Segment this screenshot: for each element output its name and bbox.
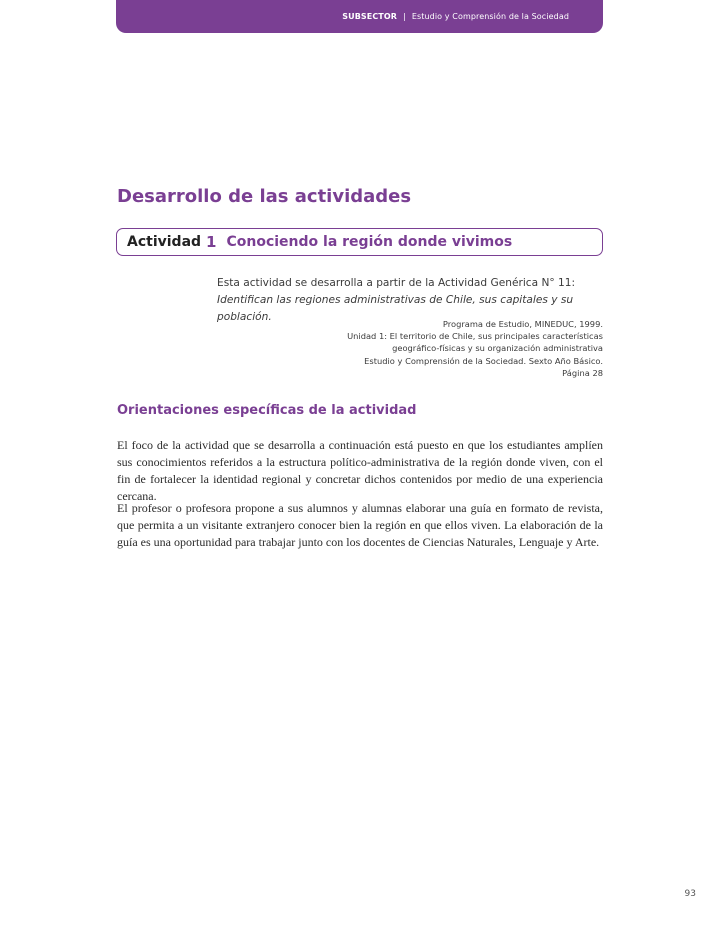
subheading: Orientaciones específicas de la actividad <box>117 403 417 418</box>
citation-line: Unidad 1: El territorio de Chile, sus principales características <box>347 331 603 342</box>
subsector-label: SUBSECTOR <box>342 12 398 21</box>
subject-name: Estudio y Comprensión de la Sociedad <box>411 12 569 21</box>
activity-title: Conociendo la región donde vivimos <box>226 234 513 250</box>
activity-header-box <box>116 228 603 256</box>
citation-line: Página 28 <box>562 367 603 378</box>
intro-italic-text: Identifican las regiones administrativas de Chile, sus capitales y su población. <box>217 294 574 323</box>
header-separator: | <box>403 12 406 21</box>
citation-line: Programa de Estudio, MINEDUC, 1999. <box>442 319 603 329</box>
page-number: 93 <box>684 889 696 899</box>
activity-label: Actividad <box>127 234 202 250</box>
header-band <box>116 0 603 33</box>
citation-line: Estudio y Comprensión de la Sociedad. Sexto Año Básico. <box>364 355 603 366</box>
body-paragraph: El foco de la actividad que se desarrolla a continuación está puesto en que los estudiantes amplíen sus conocimientos referidos a la estructura político-administrativa de la región donde viven, con el fin de fortalecer la identidad regional y concretar dichos contenidos por medio de una experiencia cercana. <box>117 438 603 503</box>
citation-line: geográfico-físicas y su organización administrativa <box>392 343 603 354</box>
section-title: Desarrollo de las actividades <box>117 186 412 207</box>
body-paragraph: El profesor o profesora propone a sus alumnos y alumnas elaborar una guía en formato de revista, que permita a un visitante extranjero conocer bien la región en que ellos viven. La elaboración de la guía es una oportunidad para trabajar junto con los docentes de Ciencias Naturales, Lenguaje y Arte. <box>117 501 603 549</box>
activity-number: 1 <box>206 233 217 251</box>
citation-block <box>300 318 603 379</box>
intro-text: Esta actividad se desarrolla a partir de la Actividad Genérica N° 11: <box>217 277 576 289</box>
